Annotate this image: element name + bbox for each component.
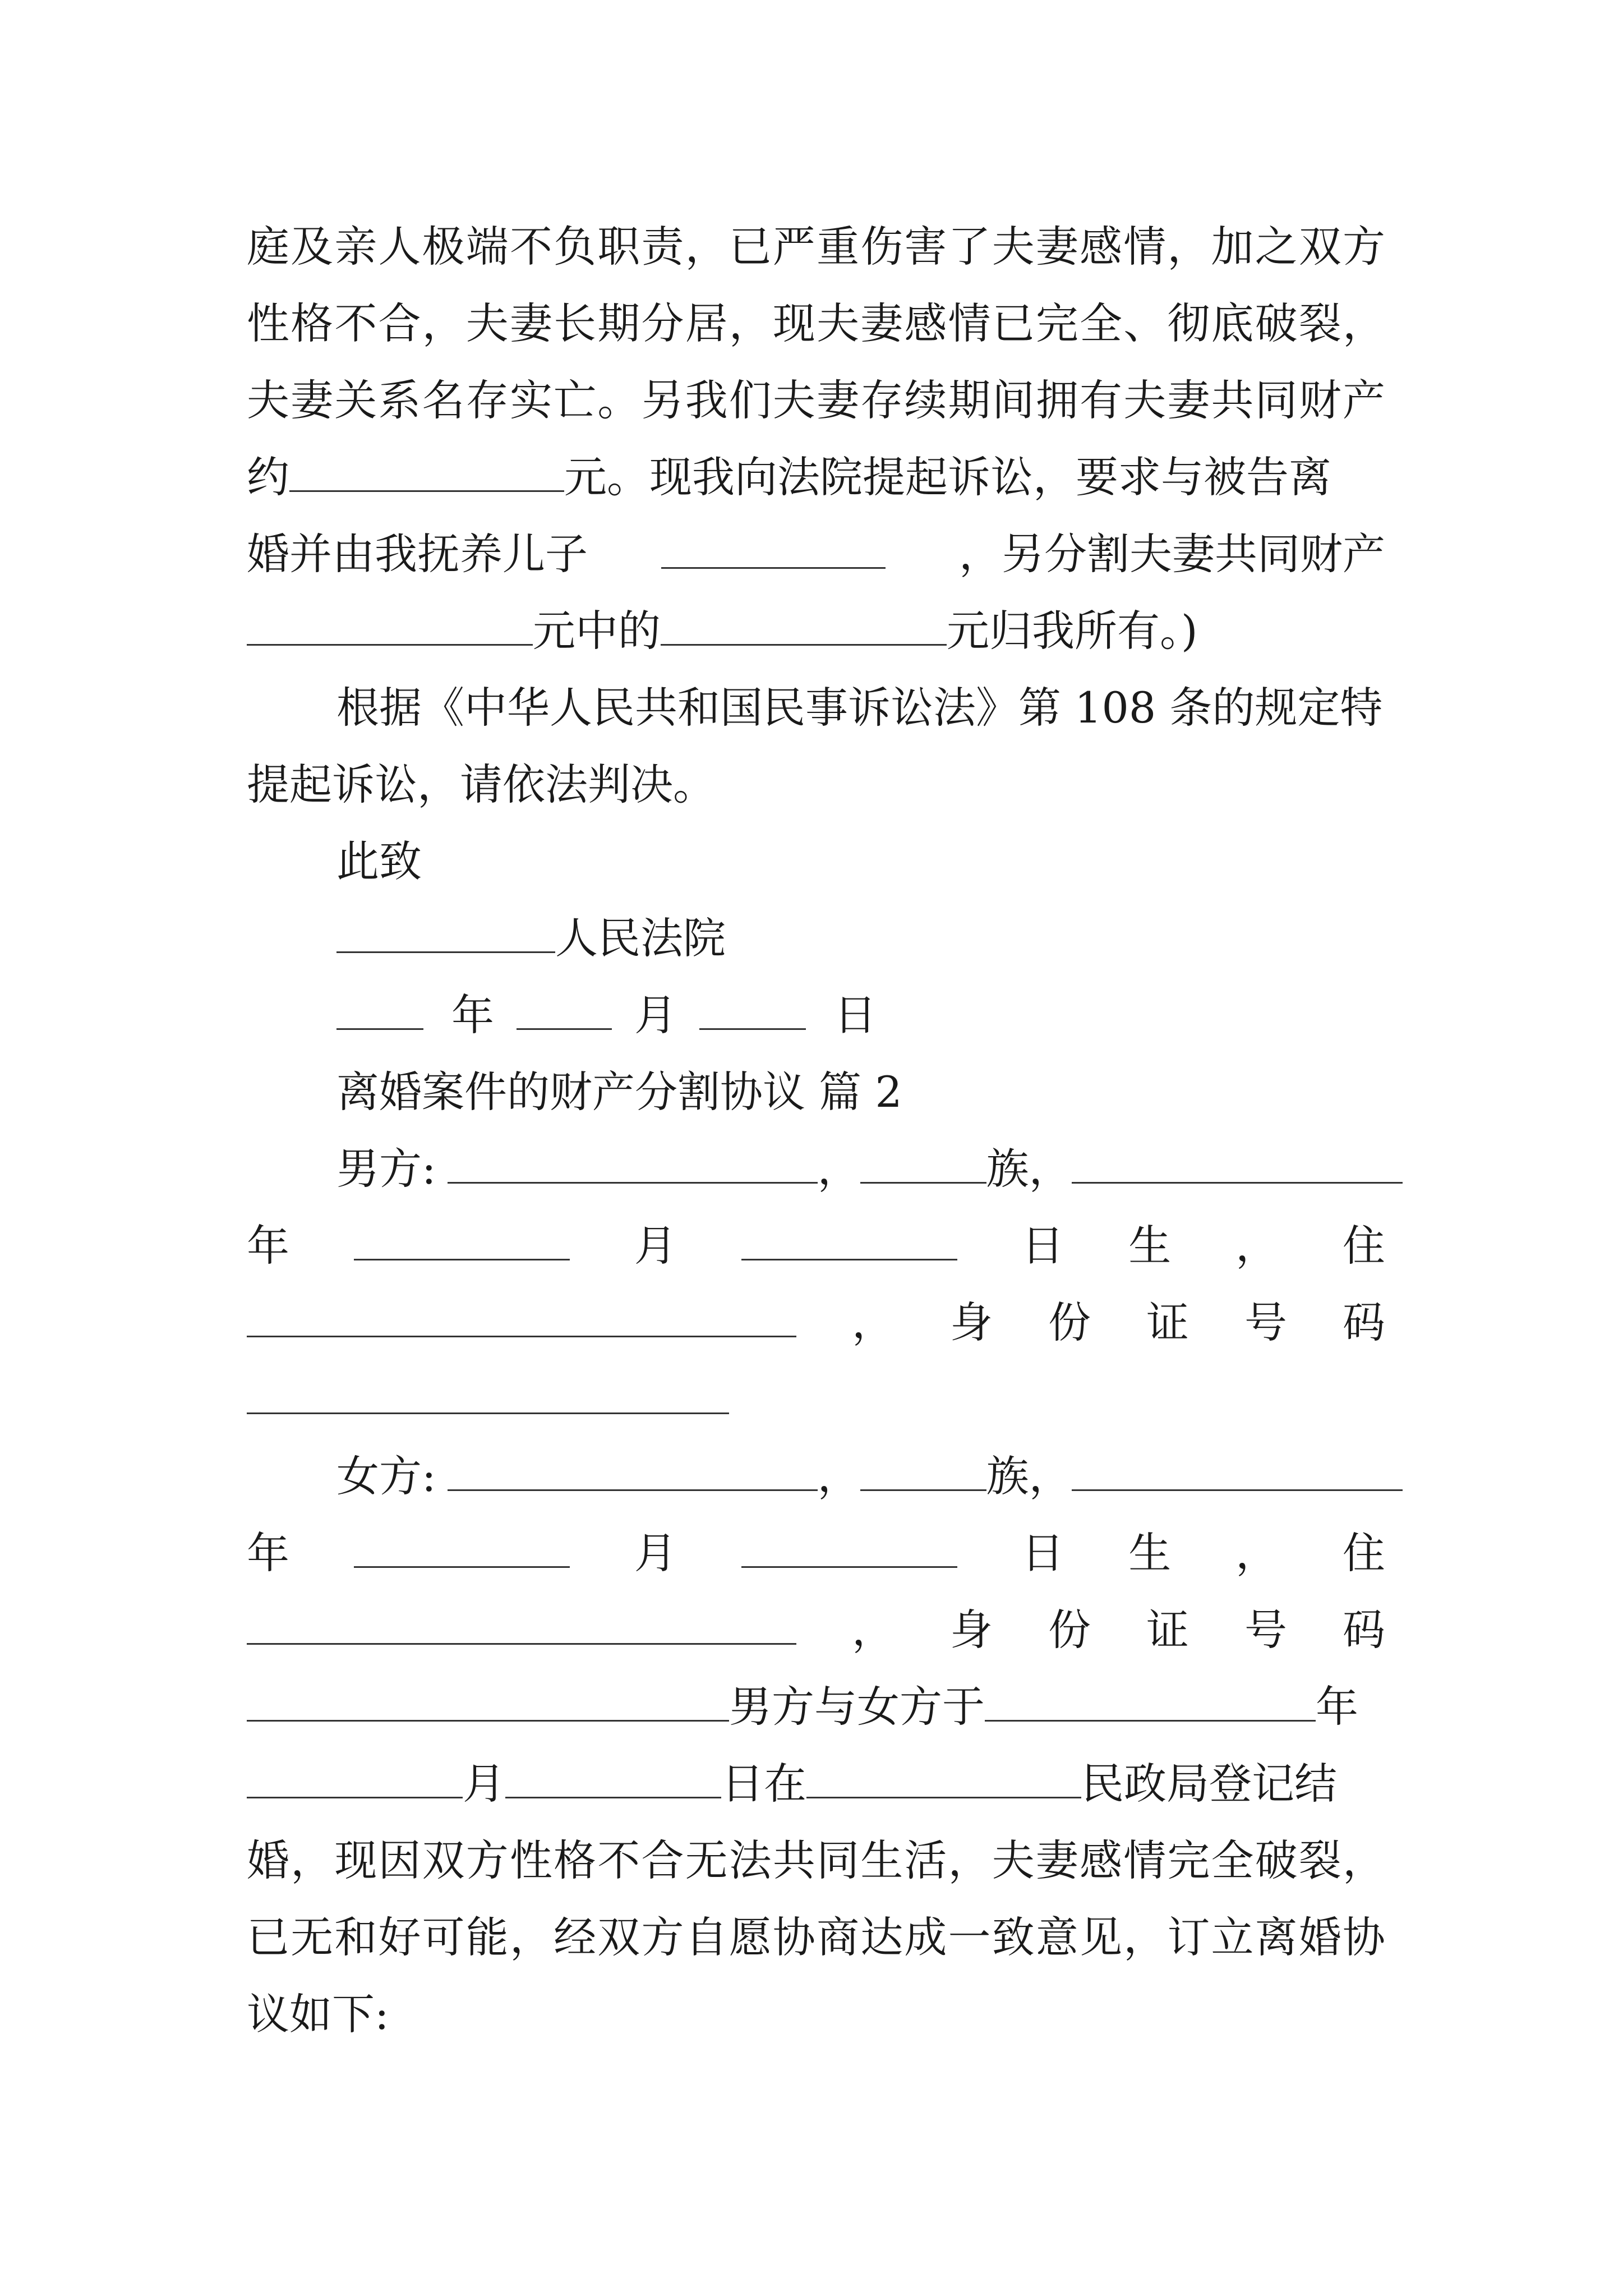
court-line: [336, 910, 1385, 967]
date-line: [336, 987, 1385, 1043]
fill-blank-woman-id[interactable]: [247, 1690, 729, 1722]
text: 提起诉讼，请依法判决。: [247, 760, 716, 809]
text: 人民法院: [555, 913, 726, 963]
text: 住: [1342, 1221, 1385, 1271]
text: 约: [247, 452, 289, 502]
fill-blank-man-address[interactable]: [247, 1306, 796, 1337]
text-line: [247, 526, 1385, 582]
fill-blank-man-ethnicity[interactable]: [860, 1152, 986, 1184]
fill-blank-amount[interactable]: [289, 461, 564, 492]
text: ，: [1235, 1221, 1279, 1271]
text: ，: [817, 1144, 860, 1194]
text: 证: [1146, 1605, 1189, 1655]
text: 份: [1048, 1297, 1091, 1347]
text: 已无和好可能，经双方自愿协商达成一致意见，订立离婚协: [247, 1912, 1387, 1962]
text: 号: [1244, 1605, 1287, 1655]
fill-blank-registry[interactable]: [806, 1767, 1081, 1798]
text: 年: [451, 990, 494, 1040]
fill-blank-man-name[interactable]: [448, 1152, 818, 1184]
text: 日在: [721, 1759, 806, 1809]
text: 日: [1021, 1221, 1064, 1271]
text: 身: [950, 1297, 993, 1347]
fill-blank-son[interactable]: [661, 537, 886, 569]
text: 生: [1128, 1221, 1172, 1271]
fill-blank-man-month[interactable]: [354, 1229, 570, 1260]
text: 议如下:: [247, 1989, 389, 2039]
text: 元中的: [533, 606, 661, 656]
text: 年: [247, 1221, 289, 1271]
text: 此致: [336, 836, 422, 886]
fill-blank-woman-day[interactable]: [741, 1536, 957, 1568]
text: 男方与女方于: [729, 1682, 985, 1732]
marriage-line: [247, 1756, 1385, 1812]
man-line: [336, 1141, 1385, 1197]
text: 日: [834, 990, 877, 1040]
woman-id-line: [247, 1602, 1385, 1658]
text-line: [247, 1910, 1385, 1966]
text: 月: [463, 1759, 505, 1809]
text: 婚并由我抚养儿子: [247, 529, 588, 579]
text: 月: [634, 1528, 677, 1578]
text: 夫妻关系名存实亡。另我们夫妻存续期间拥有夫妻共同财产: [247, 375, 1387, 425]
text: 年: [247, 1528, 289, 1578]
fill-blank-marriage-day[interactable]: [505, 1767, 721, 1798]
text: 族，: [986, 1144, 1072, 1194]
label: 女方:: [336, 1451, 436, 1501]
text: ，: [817, 1451, 860, 1501]
text: 身: [950, 1605, 993, 1655]
man-id-blank-line: [247, 1372, 1385, 1428]
text: 元归我所有。): [947, 606, 1198, 656]
text: 民政局登记结: [1081, 1759, 1337, 1809]
text: 证: [1146, 1297, 1189, 1347]
fill-blank-woman-month[interactable]: [354, 1536, 570, 1568]
text: ，另分割夫妻共同财产: [959, 529, 1385, 579]
woman-line: [336, 1448, 1385, 1504]
fill-blank-marriage-month[interactable]: [247, 1767, 463, 1798]
fill-blank-woman-name[interactable]: [448, 1460, 818, 1491]
label: 男方:: [336, 1144, 436, 1194]
text-line: [247, 449, 1385, 505]
fill-blank-woman-address[interactable]: [247, 1613, 796, 1645]
section-title: [336, 1064, 1385, 1120]
fill-blank-court[interactable]: [336, 922, 555, 953]
fill-blank-share[interactable]: [661, 614, 947, 646]
text: 份: [1048, 1605, 1091, 1655]
text: 离婚案件的财产分割协议 篇 2: [336, 1067, 902, 1117]
text: ，: [1235, 1528, 1279, 1578]
fill-blank-month[interactable]: [517, 999, 612, 1030]
marriage-line: [247, 1679, 1385, 1735]
woman-birth-line: [247, 1525, 1385, 1581]
text: ，: [852, 1605, 895, 1655]
text: 码: [1343, 1297, 1385, 1347]
text: ，: [852, 1297, 895, 1347]
text: 住: [1342, 1528, 1385, 1578]
text-line: [247, 1833, 1385, 1889]
text: 生: [1128, 1528, 1172, 1578]
man-id-line: [247, 1295, 1385, 1351]
text: 月: [634, 1221, 677, 1271]
fill-blank-marriage-year[interactable]: [985, 1690, 1316, 1722]
fill-blank-woman-year[interactable]: [1072, 1460, 1403, 1491]
text: 年: [1316, 1682, 1358, 1732]
text: 月: [634, 990, 677, 1040]
text-line: [247, 296, 1385, 352]
text: 码: [1343, 1605, 1385, 1655]
text: 日: [1021, 1528, 1064, 1578]
text: 婚，现因双方性格不合无法共同生活，夫妻感情完全破裂，: [247, 1835, 1387, 1885]
text-line: [247, 603, 1385, 659]
text: 庭及亲人极端不负职责，已严重伤害了夫妻感情，加之双方: [247, 222, 1387, 272]
salutation: [336, 834, 1385, 890]
text: 族，: [986, 1451, 1072, 1501]
text-line: [247, 1986, 1385, 2042]
text-line: [247, 219, 1385, 275]
text: 性格不合，夫妻长期分居，现夫妻感情已完全、彻底破裂，: [247, 298, 1387, 348]
fill-blank-year[interactable]: [336, 999, 423, 1030]
fill-blank-total[interactable]: [247, 614, 533, 646]
fill-blank-day[interactable]: [699, 999, 806, 1030]
text: 号: [1244, 1297, 1287, 1347]
text-line: [247, 372, 1385, 429]
fill-blank-woman-ethnicity[interactable]: [860, 1460, 986, 1491]
text-line: [336, 680, 1385, 736]
fill-blank-man-year[interactable]: [1072, 1152, 1403, 1184]
fill-blank-man-day[interactable]: [741, 1229, 957, 1260]
fill-blank-man-id[interactable]: [247, 1383, 729, 1414]
man-birth-line: [247, 1218, 1385, 1274]
text-line: [247, 757, 1385, 813]
text: 根据《中华人民共和国民事诉讼法》第 108 条的规定特: [336, 683, 1383, 733]
text: 元。现我向法院提起诉讼，要求与被告离: [564, 452, 1331, 502]
